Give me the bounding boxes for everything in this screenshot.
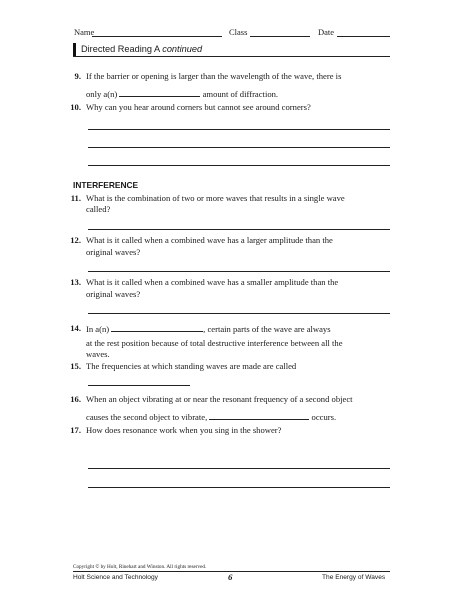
q10-answer-line-3[interactable] [88,165,390,166]
q11-answer-line[interactable] [88,229,390,230]
q12-number: 12. [70,235,81,245]
q14-suffix: , certain parts of the wave are always [203,324,331,334]
q14-answer-blank[interactable] [111,323,203,332]
section-marker [73,43,76,56]
name-field[interactable] [92,36,222,37]
name-label: Name [74,27,95,37]
q14-text-line2: at the rest position because of total destructive interference between all the [86,338,343,348]
q14-number: 14. [70,323,81,333]
class-field[interactable] [250,36,310,37]
q16-answer-blank[interactable] [209,411,309,420]
q12-text-line2: original waves? [86,247,141,257]
q16-suffix: occurs. [311,412,337,422]
q17-answer-line-1[interactable] [88,468,390,469]
interference-heading: INTERFERENCE [73,180,139,190]
section-continued: continued [162,44,203,54]
class-label: Class [229,27,248,37]
q11-text-line1: What is the combination of two or more waves that results in a single wave [86,193,345,203]
q14-text-line1 [86,323,331,336]
q16-text-line1: When an object vibrating at or near the resonant frequency of a second object [86,394,353,404]
section-title [81,44,202,54]
q13-text-line2: original waves? [86,289,141,299]
q9-text-line2 [86,88,278,101]
q14-prefix: In a(n) [86,324,110,334]
q9-number: 9. [74,71,81,81]
q12-text-line1: What is it called when a combined wave has a larger amplitude than the [86,235,333,245]
q9-answer-blank[interactable] [119,88,200,97]
q10-text: Why can you hear around corners but cannot see around corners? [86,102,311,112]
date-label: Date [318,27,335,37]
q10-answer-line-1[interactable] [88,129,390,130]
q17-answer-line-2[interactable] [88,487,390,488]
q13-number: 13. [70,277,81,287]
q15-text: The frequencies at which standing waves are made are called [86,361,297,371]
q14-text-line3: waves. [86,349,110,359]
q13-answer-line[interactable] [88,313,390,314]
q9-text-line1: If the barrier or opening is larger than the wavelength of the wave, there is [86,71,342,81]
q16-text-line2 [86,411,336,424]
q9-suffix: amount of diffraction. [202,89,279,99]
section-header [73,43,390,57]
q16-number: 16. [70,394,81,404]
page-number: 6 [228,572,233,582]
q11-number: 11. [70,193,81,203]
section-title-text: Directed Reading A [81,44,160,54]
q17-number: 17. [70,425,81,435]
q16-prefix: causes the second object to vibrate, [86,412,208,422]
q9-prefix: only a(n) [86,89,118,99]
q17-text: How does resonance work when you sing in the shower? [86,425,282,435]
footer-copyright: Copyright © by Holt, Rinehart and Winston. All rights reserved. [73,564,207,570]
q11-text-line2: called? [86,204,111,214]
date-field[interactable] [337,36,390,37]
footer-book-title: Holt Science and Technology [73,574,158,581]
footer-chapter-title: The Energy of Waves [322,574,386,581]
q10-number: 10. [70,102,81,112]
q13-text-line1: What is it called when a combined wave has a smaller amplitude than the [86,277,339,287]
q12-answer-line[interactable] [88,271,390,272]
q15-number: 15. [70,361,81,371]
q15-answer-line[interactable] [88,385,190,386]
q10-answer-line-2[interactable] [88,147,390,148]
